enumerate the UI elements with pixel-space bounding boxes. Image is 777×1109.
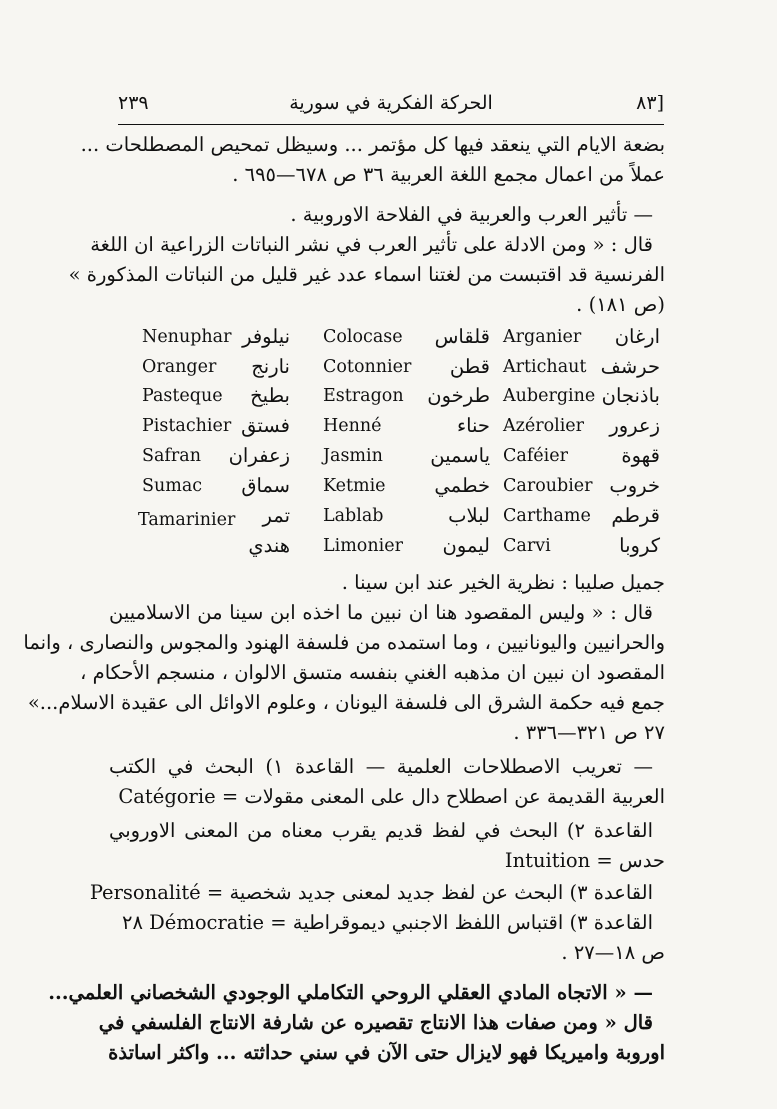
table-cell-french: Nenuphar — [142, 327, 232, 347]
header-rule — [118, 124, 664, 125]
table-cell-french: Caféier — [503, 446, 568, 466]
table-cell-arabic: طرخون — [427, 384, 490, 407]
text-line: القاعدة ٣) اقتباس اللفظ الاجنبي ديموقراطية = Démocratie ٢٨ — [122, 911, 653, 934]
table-cell-french: Sumac — [142, 476, 203, 496]
table-cell-arabic: قهوة — [621, 444, 660, 467]
text-line: الفرنسية قد اقتبست من لغتنا اسماء عدد غير قليل من النباتات المذكورة » — [68, 263, 665, 286]
table-cell-french: Artichaut — [503, 357, 587, 377]
text-line: والحرانيين واليونانيين ، وما استمده من فلسفة الهنود والمجوس والنصارى ، وانما — [23, 631, 665, 654]
table-cell-arabic: ارغان — [614, 325, 660, 348]
text-line: (ص ١٨١) . — [576, 293, 665, 316]
table-cell-french: Lablab — [323, 506, 384, 526]
table-cell-french: Tamarinier — [138, 510, 236, 530]
text-line: عملاً من اعمال مجمع اللغة العربية ٣٦ ص ٦٧٨—٦٩٥ . — [232, 163, 665, 186]
text-line: حدس = Intuition — [504, 849, 665, 872]
section-heading: — تأثير العرب والعربية في الفلاحة الاوروبية . — [290, 203, 653, 226]
section-heading: جميل صليبا : نظرية الخير عند ابن سينا . — [341, 571, 665, 594]
table-cell-french: Safran — [142, 446, 201, 466]
running-header — [118, 92, 664, 122]
table-cell-french: Limonier — [323, 536, 403, 556]
table-cell-french: Estragon — [323, 386, 404, 406]
table-cell-french: Carvi — [503, 536, 551, 556]
table-cell-arabic: بطيخ — [250, 384, 290, 407]
table-cell-arabic: نيلوفر — [242, 325, 290, 348]
table-cell-arabic: حرشف — [600, 355, 660, 378]
table-cell-arabic: نارنج — [251, 355, 290, 378]
table-cell-arabic: زعرور — [609, 414, 660, 437]
table-cell-arabic: ليمون — [442, 534, 490, 557]
table-cell-arabic: تمر — [262, 504, 290, 527]
table-cell-arabic: فستق — [241, 414, 290, 437]
text-line: ٢٧ ص ٣٢١—٣٣٦ . — [513, 721, 665, 744]
table-cell-french: Cotonnier — [323, 357, 412, 377]
section-heading: — تعريب الاصطلاحات العلمية — القاعدة ١) البحث في الكتب — [109, 755, 653, 778]
text-line: جمع فيه حكمة الشرق الى فلسفة اليونان ، وعلوم الاوائل الى عقيدة الاسلام...» — [27, 691, 665, 714]
text-line: قال : « ومن الادلة على تأثير العرب في نشر النباتات الزراعية ان اللغة — [90, 233, 653, 256]
table-cell-arabic: حناء — [456, 414, 490, 437]
text-line: بضعة الايام التي ينعقد فيها كل مؤتمر ... وسيظل تمحيص المصطلحات ... — [80, 133, 665, 156]
table-cell-arabic: زعفران — [228, 444, 290, 467]
table-cell-arabic: قلقاس — [434, 325, 490, 348]
text-line: العربية القديمة عن اصطلاح دال على المعنى مقولات = Catégorie — [118, 785, 665, 808]
text-line: قال : « وليس المقصود هنا ان نبين ما اخذه ابن سينا من الاسلاميين — [109, 601, 653, 624]
table-cell-french: Colocase — [323, 327, 403, 347]
table-cell-french: Ketmie — [323, 476, 386, 496]
table-cell-arabic: ياسمين — [430, 444, 490, 467]
section-heading: — « الاتجاه المادي العقلي الروحي التكاملي الوجودي الشخصاني العلمي... — [48, 981, 653, 1004]
text-line: اوروبة واميريكا فهو لايزال حتى الآن في سني حداثته ... واكثر اساتذة — [108, 1041, 665, 1064]
table-cell-arabic: سماق — [241, 474, 290, 497]
running-title: الحركة الفكرية في سورية — [289, 92, 493, 114]
table-cell-french: Jasmin — [323, 446, 383, 466]
table-cell-french: Arganier — [503, 327, 582, 347]
table-cell-arabic: قرطم — [611, 504, 660, 527]
table-cell-french: Carthame — [503, 506, 591, 526]
table-cell-arabic: خطمي — [434, 474, 490, 497]
table-cell-arabic: باذنجان — [601, 384, 660, 407]
table-cell-french: Oranger — [142, 357, 217, 377]
table-cell-arabic: خروب — [609, 474, 660, 497]
text-line: ص ١٨—٢٧ . — [561, 941, 665, 964]
page-number-left: ٢٣٩ — [118, 92, 149, 114]
table-cell-french: Aubergine — [503, 386, 596, 406]
table-cell-french: Pistachier — [142, 416, 232, 436]
table-cell-french: Caroubier — [503, 476, 593, 496]
table-cell-french: Azérolier — [503, 416, 585, 436]
text-line: قال « ومن صفات هذا الانتاج تقصيره عن شارفة الانتاج الفلسفي في — [98, 1011, 653, 1034]
table-cell-arabic: قطن — [449, 355, 490, 378]
table-cell-arabic: هندي — [248, 534, 290, 557]
table-cell-arabic: كروبا — [619, 534, 660, 557]
page-number-right: [٨٣ — [636, 92, 664, 114]
table-cell-arabic: لبلاب — [448, 504, 490, 527]
text-line: القاعدة ٣) البحث عن لفظ جديد لمعنى جديد شخصية = Personalité — [89, 881, 653, 904]
table-cell-french: Henné — [323, 416, 382, 436]
text-line: المقصود ان نبين ان مذهبه الغني بنفسه متسق الالوان ، منسجم الأحكام ، — [80, 661, 665, 684]
text-line: القاعدة ٢) البحث في لفظ قديم يقرب معناه من المعنى الاوروبي — [109, 819, 653, 842]
table-cell-french: Pasteque — [142, 386, 223, 406]
